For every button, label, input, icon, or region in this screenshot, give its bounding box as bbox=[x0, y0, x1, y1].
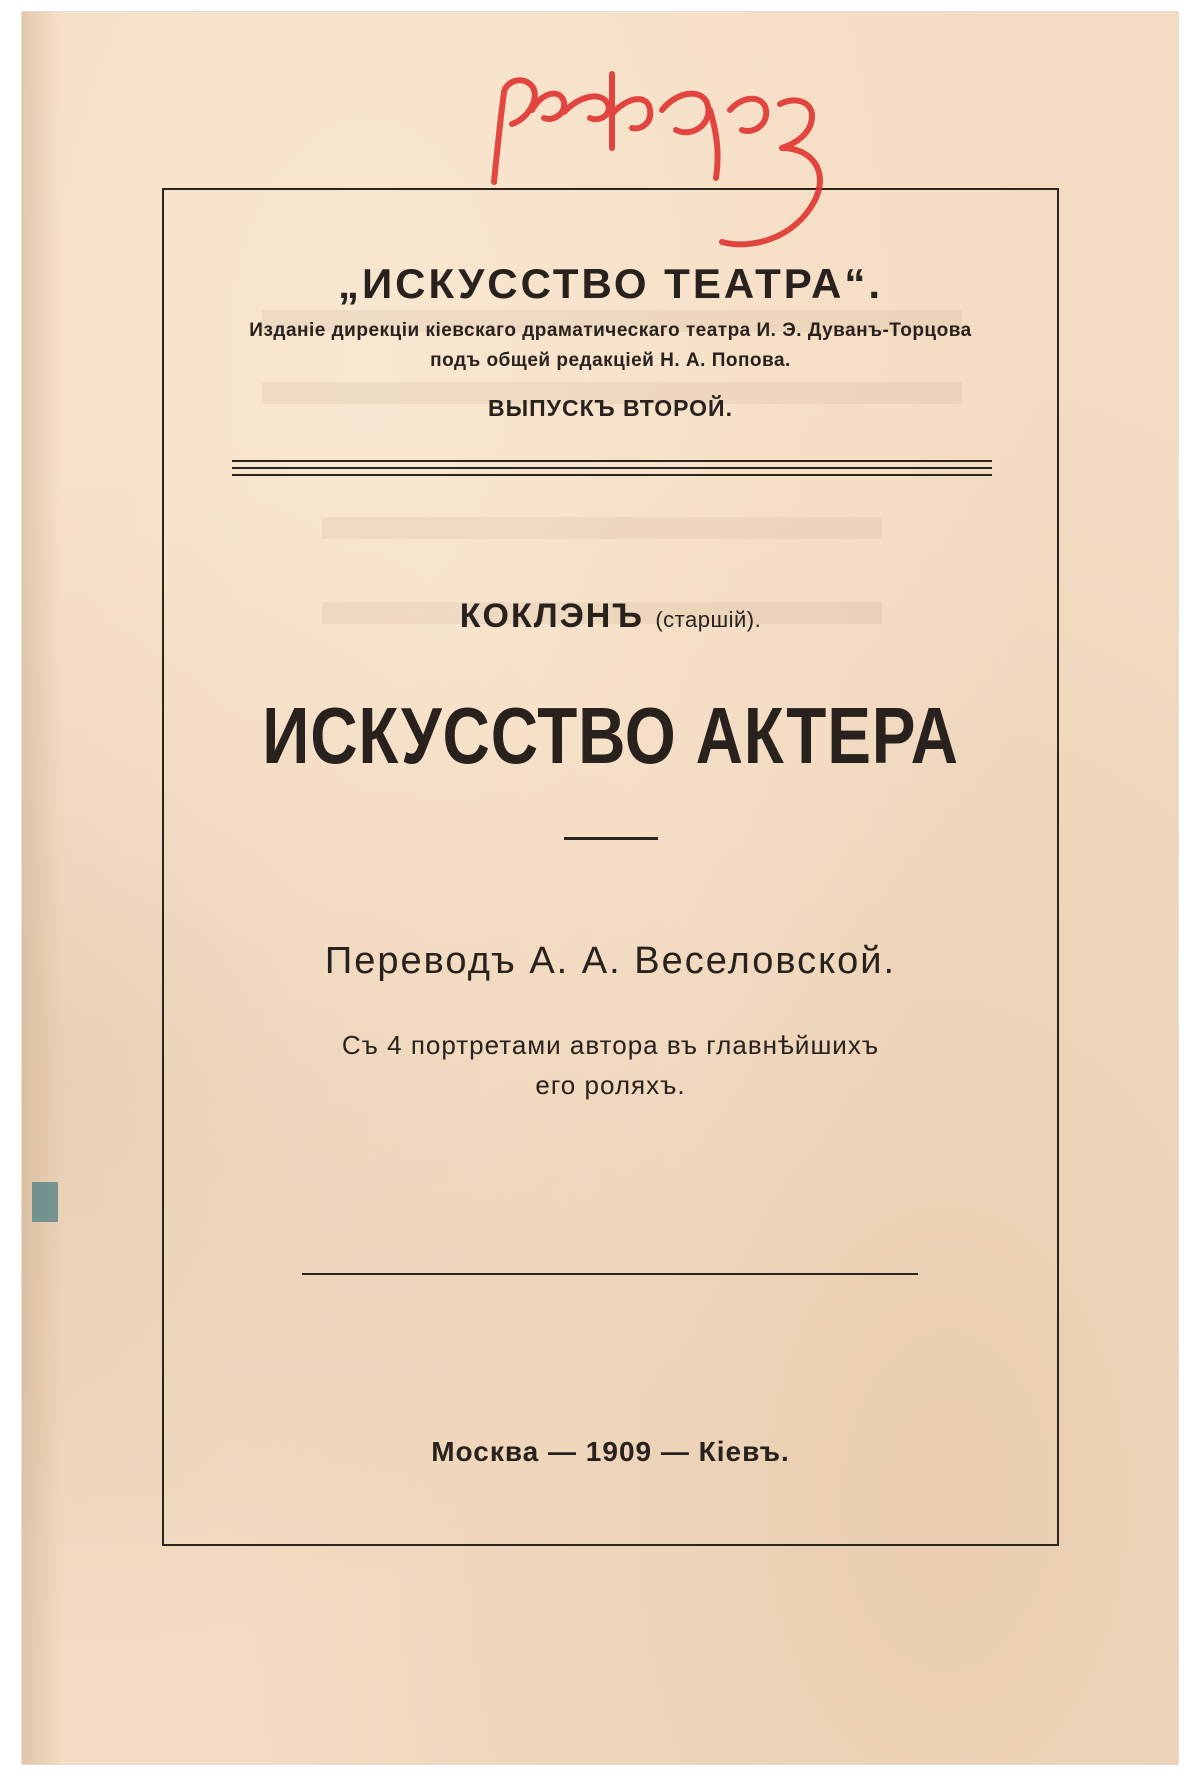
red-signature bbox=[452, 52, 932, 292]
imprint-divider bbox=[302, 1273, 918, 1275]
divider-top-line bbox=[232, 460, 992, 462]
book-cover bbox=[22, 12, 1178, 1764]
author-note: (старшій). bbox=[655, 607, 762, 632]
issue-label: ВЫПУСКЪ ВТОРОЙ. bbox=[488, 395, 733, 421]
author-name: КОКЛЭНЪ bbox=[459, 597, 644, 635]
editor-line: подъ общей редакціей Н. А. Попова. bbox=[430, 350, 791, 371]
spine-shadow bbox=[22, 12, 62, 1764]
divider-middle-line bbox=[232, 467, 992, 469]
title-frame bbox=[162, 188, 1059, 1546]
title-underline bbox=[564, 837, 658, 840]
imprint-line: Москва — 1909 — Кіевъ. bbox=[431, 1436, 790, 1467]
portraits-note-line-2: его роляхъ. bbox=[535, 1070, 686, 1100]
portraits-note-line-1: Съ 4 портретами автора въ главнѣйшихъ bbox=[341, 1030, 880, 1060]
book-title: ИСКУССТВО АКТЕРА bbox=[262, 691, 959, 780]
translator-line: Переводъ А. А. Веселовской. bbox=[324, 940, 897, 982]
series-title: „ИСКУССТВО ТЕАТРА“. bbox=[337, 260, 884, 307]
publisher-line: Изданіе дирекціи кіевскаго драматическаго театра И. Э. Дуванъ-Торцова bbox=[249, 320, 972, 341]
spine-tape-fragment bbox=[32, 1182, 58, 1222]
divider-bottom-line bbox=[232, 474, 992, 476]
author-line bbox=[164, 597, 1057, 636]
